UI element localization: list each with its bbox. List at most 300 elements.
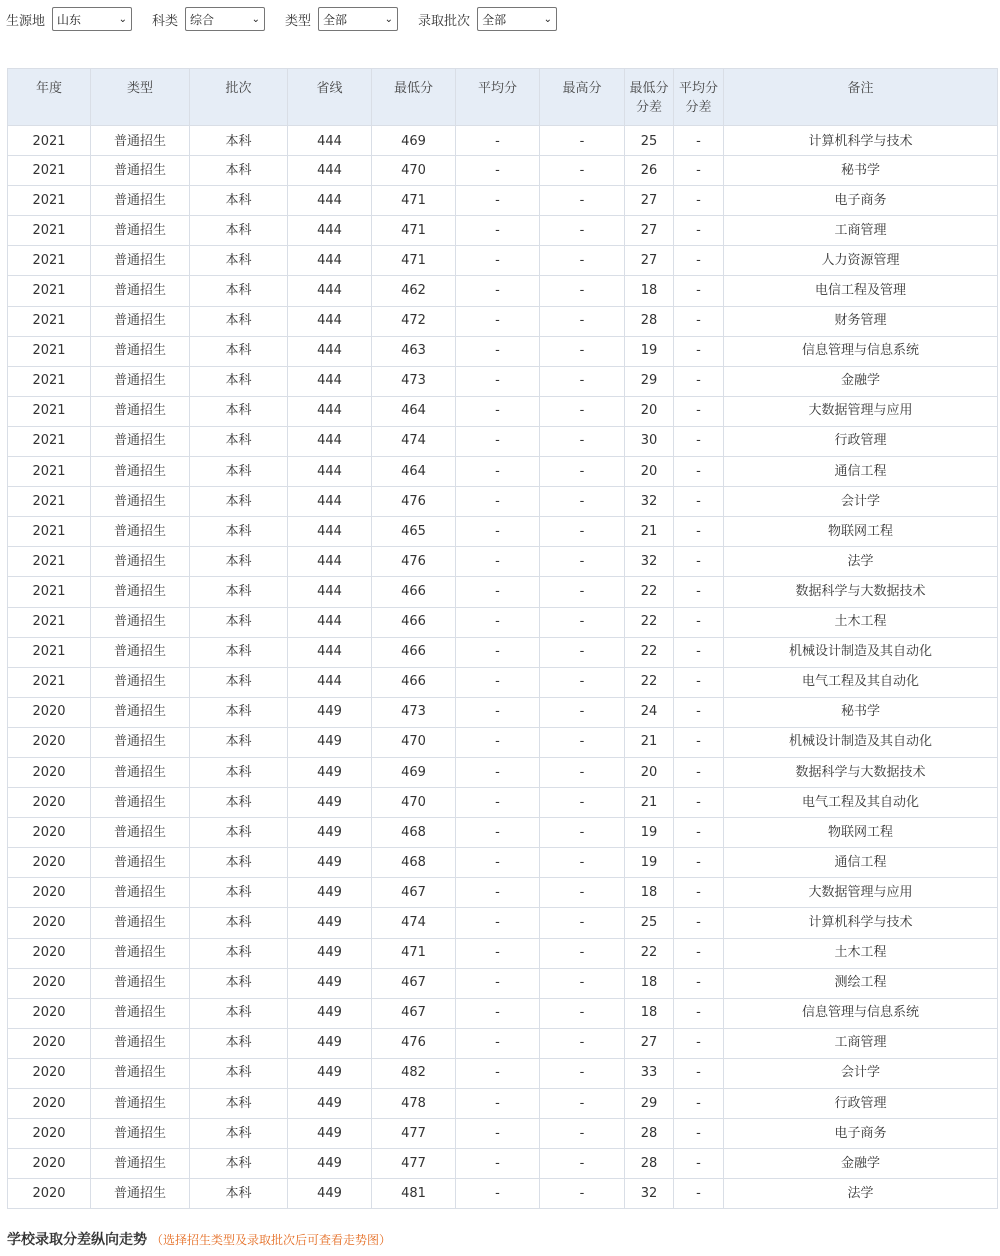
cell-batch: 本科: [190, 968, 288, 998]
cell-min-diff: 25: [625, 126, 674, 156]
cell-note: 信息管理与信息系统: [724, 336, 998, 366]
cell-max-score: -: [540, 818, 625, 848]
table-row: [8, 637, 998, 667]
cell-avg-diff: -: [674, 727, 724, 757]
cell-year: 2021: [8, 577, 91, 607]
cell-min-score: 467: [372, 968, 456, 998]
cell-batch: 本科: [190, 336, 288, 366]
cell-note: 测绘工程: [724, 968, 998, 998]
cell-note: 会计学: [724, 1058, 998, 1088]
cell-batch: 本科: [190, 156, 288, 186]
cell-provincial-line: 444: [288, 126, 372, 156]
cell-avg-diff: -: [674, 276, 724, 306]
table-row: [8, 186, 998, 216]
cell-min-diff: 28: [625, 1119, 674, 1149]
cell-note: 财务管理: [724, 306, 998, 336]
cell-note: 物联网工程: [724, 517, 998, 547]
header-avg-diff-line2: 分差: [685, 100, 712, 115]
cell-min-diff: 32: [625, 487, 674, 517]
cell-min-diff: 21: [625, 788, 674, 818]
table-row: [8, 607, 998, 637]
cell-min-score: 472: [372, 306, 456, 336]
cell-note: 电子商务: [724, 1119, 998, 1149]
cell-year: 2020: [8, 1089, 91, 1119]
cell-min-score: 470: [372, 727, 456, 757]
cell-avg-score: -: [456, 186, 540, 216]
cell-avg-diff: -: [674, 1149, 724, 1179]
cell-type: 普通招生: [91, 968, 190, 998]
cell-avg-score: -: [456, 938, 540, 968]
cell-min-diff: 28: [625, 306, 674, 336]
cell-min-diff: 28: [625, 1149, 674, 1179]
table-row: [8, 727, 998, 757]
cell-max-score: -: [540, 667, 625, 697]
cell-type: 普通招生: [91, 848, 190, 878]
cell-type: 普通招生: [91, 156, 190, 186]
cell-avg-diff: -: [674, 667, 724, 697]
cell-avg-diff: -: [674, 1058, 724, 1088]
table-header: [8, 69, 998, 126]
table-row: [8, 757, 998, 787]
cell-batch: 本科: [190, 727, 288, 757]
table-row: [8, 457, 998, 487]
cell-provincial-line: 444: [288, 396, 372, 426]
cell-avg-score: -: [456, 1149, 540, 1179]
cell-provincial-line: 449: [288, 938, 372, 968]
cell-min-score: 473: [372, 697, 456, 727]
cell-min-diff: 20: [625, 396, 674, 426]
cell-max-score: -: [540, 246, 625, 276]
cell-avg-diff: -: [674, 848, 724, 878]
cell-min-diff: 33: [625, 1058, 674, 1088]
cell-year: 2020: [8, 938, 91, 968]
cell-note: 工商管理: [724, 216, 998, 246]
cell-year: 2020: [8, 757, 91, 787]
cell-max-score: -: [540, 1028, 625, 1058]
cell-min-diff: 25: [625, 908, 674, 938]
cell-max-score: -: [540, 216, 625, 246]
cell-provincial-line: 449: [288, 757, 372, 787]
cell-min-diff: 22: [625, 637, 674, 667]
cell-avg-score: -: [456, 757, 540, 787]
cell-avg-score: -: [456, 216, 540, 246]
table-row: [8, 998, 998, 1028]
cell-note: 秘书学: [724, 697, 998, 727]
cell-avg-diff: -: [674, 457, 724, 487]
origin-select[interactable]: [52, 7, 132, 31]
cell-min-diff: 20: [625, 457, 674, 487]
cell-avg-diff: -: [674, 1119, 724, 1149]
cell-batch: 本科: [190, 818, 288, 848]
cell-batch: 本科: [190, 1089, 288, 1119]
header-type: 类型: [91, 69, 190, 126]
cell-avg-score: -: [456, 487, 540, 517]
cell-avg-score: -: [456, 126, 540, 156]
cell-avg-diff: -: [674, 1089, 724, 1119]
cell-min-score: 471: [372, 938, 456, 968]
cell-year: 2021: [8, 306, 91, 336]
cell-year: 2020: [8, 848, 91, 878]
cell-max-score: -: [540, 426, 625, 456]
cell-provincial-line: 449: [288, 727, 372, 757]
table-row: [8, 818, 998, 848]
cell-note: 法学: [724, 547, 998, 577]
chevron-down-icon: ⌄: [118, 13, 128, 25]
cell-min-score: 476: [372, 1028, 456, 1058]
cell-batch: 本科: [190, 788, 288, 818]
cell-min-score: 482: [372, 1058, 456, 1088]
cell-batch: 本科: [190, 246, 288, 276]
cell-batch: 本科: [190, 306, 288, 336]
table-row: [8, 246, 998, 276]
cell-max-score: -: [540, 156, 625, 186]
origin-value: 山东: [57, 12, 82, 27]
cell-year: 2021: [8, 487, 91, 517]
cell-min-diff: 27: [625, 1028, 674, 1058]
cell-note: 金融学: [724, 1149, 998, 1179]
cell-provincial-line: 444: [288, 246, 372, 276]
cell-provincial-line: 449: [288, 848, 372, 878]
cell-avg-score: -: [456, 577, 540, 607]
cell-avg-diff: -: [674, 938, 724, 968]
cell-max-score: -: [540, 126, 625, 156]
batch-select[interactable]: [477, 7, 557, 31]
cell-type: 普通招生: [91, 517, 190, 547]
cell-year: 2021: [8, 667, 91, 697]
table-row: [8, 1028, 998, 1058]
filter-batch: [418, 7, 557, 31]
cell-provincial-line: 444: [288, 547, 372, 577]
table-row: [8, 938, 998, 968]
subject-value: 综合: [190, 12, 215, 27]
cell-type: 普通招生: [91, 577, 190, 607]
cell-min-diff: 24: [625, 697, 674, 727]
cell-max-score: -: [540, 938, 625, 968]
cell-avg-diff: -: [674, 908, 724, 938]
cell-provincial-line: 449: [288, 788, 372, 818]
cell-avg-diff: -: [674, 998, 724, 1028]
table-row: [8, 908, 998, 938]
cell-provincial-line: 444: [288, 457, 372, 487]
cell-note: 通信工程: [724, 457, 998, 487]
cell-type: 普通招生: [91, 457, 190, 487]
cell-min-score: 469: [372, 126, 456, 156]
cell-avg-diff: -: [674, 366, 724, 396]
cell-min-score: 473: [372, 366, 456, 396]
cell-batch: 本科: [190, 607, 288, 637]
cell-avg-score: -: [456, 1089, 540, 1119]
cell-batch: 本科: [190, 487, 288, 517]
filter-bar: [6, 7, 577, 31]
cell-year: 2020: [8, 1028, 91, 1058]
cell-note: 金融学: [724, 366, 998, 396]
cell-batch: 本科: [190, 938, 288, 968]
table-row: [8, 577, 998, 607]
cell-year: 2020: [8, 727, 91, 757]
cell-max-score: -: [540, 757, 625, 787]
header-batch: 批次: [190, 69, 288, 126]
header-provincial-line: 省线: [288, 69, 372, 126]
cell-max-score: -: [540, 788, 625, 818]
cell-min-score: 467: [372, 878, 456, 908]
table-row: [8, 517, 998, 547]
cell-year: 2021: [8, 186, 91, 216]
table-row: [8, 426, 998, 456]
cell-type: 普通招生: [91, 1028, 190, 1058]
cell-max-score: -: [540, 968, 625, 998]
cell-batch: 本科: [190, 517, 288, 547]
table-row: [8, 697, 998, 727]
cell-min-diff: 18: [625, 998, 674, 1028]
cell-year: 2020: [8, 998, 91, 1028]
header-note: 备注: [724, 69, 998, 126]
cell-provincial-line: 449: [288, 968, 372, 998]
cell-provincial-line: 444: [288, 336, 372, 366]
cell-min-score: 470: [372, 788, 456, 818]
cell-min-score: 471: [372, 216, 456, 246]
table-row: [8, 276, 998, 306]
cell-year: 2021: [8, 336, 91, 366]
cell-max-score: -: [540, 547, 625, 577]
cell-avg-score: -: [456, 878, 540, 908]
cell-batch: 本科: [190, 547, 288, 577]
table-row: [8, 1058, 998, 1088]
cell-note: 法学: [724, 1179, 998, 1209]
cell-note: 人力资源管理: [724, 246, 998, 276]
cell-note: 信息管理与信息系统: [724, 998, 998, 1028]
header-avg-diff-line1: 平均分: [678, 81, 718, 96]
cell-provincial-line: 449: [288, 1149, 372, 1179]
type-select[interactable]: [318, 7, 398, 31]
cell-provincial-line: 444: [288, 216, 372, 246]
cell-avg-score: -: [456, 848, 540, 878]
cell-min-diff: 27: [625, 186, 674, 216]
cell-type: 普通招生: [91, 667, 190, 697]
cell-note: 工商管理: [724, 1028, 998, 1058]
batch-label: 录取批次: [418, 13, 471, 29]
cell-year: 2021: [8, 276, 91, 306]
cell-min-diff: 27: [625, 246, 674, 276]
filter-type: [285, 7, 398, 31]
cell-note: 计算机科学与技术: [724, 908, 998, 938]
cell-provincial-line: 449: [288, 697, 372, 727]
cell-avg-score: -: [456, 667, 540, 697]
table-row: [8, 306, 998, 336]
cell-avg-diff: -: [674, 788, 724, 818]
cell-avg-diff: -: [674, 426, 724, 456]
cell-provincial-line: 449: [288, 1119, 372, 1149]
cell-year: 2020: [8, 968, 91, 998]
cell-avg-diff: -: [674, 487, 724, 517]
cell-year: 2021: [8, 366, 91, 396]
cell-batch: 本科: [190, 126, 288, 156]
cell-avg-diff: -: [674, 246, 724, 276]
cell-avg-score: -: [456, 968, 540, 998]
cell-batch: 本科: [190, 1179, 288, 1209]
cell-avg-score: -: [456, 517, 540, 547]
cell-avg-diff: -: [674, 216, 724, 246]
cell-type: 普通招生: [91, 1179, 190, 1209]
cell-min-diff: 18: [625, 878, 674, 908]
cell-year: 2021: [8, 396, 91, 426]
chevron-down-icon: ⌄: [384, 13, 394, 25]
cell-batch: 本科: [190, 426, 288, 456]
cell-note: 机械设计制造及其自动化: [724, 637, 998, 667]
cell-type: 普通招生: [91, 818, 190, 848]
scores-table-container: [7, 68, 997, 1209]
cell-provincial-line: 449: [288, 878, 372, 908]
cell-year: 2021: [8, 246, 91, 276]
header-min-diff: [625, 69, 674, 126]
cell-min-diff: 32: [625, 1179, 674, 1209]
cell-min-diff: 21: [625, 727, 674, 757]
cell-type: 普通招生: [91, 1058, 190, 1088]
cell-avg-diff: -: [674, 577, 724, 607]
cell-note: 大数据管理与应用: [724, 396, 998, 426]
table-row: [8, 1179, 998, 1209]
cell-max-score: -: [540, 637, 625, 667]
cell-min-score: 469: [372, 757, 456, 787]
cell-min-diff: 22: [625, 577, 674, 607]
cell-batch: 本科: [190, 366, 288, 396]
cell-type: 普通招生: [91, 547, 190, 577]
cell-batch: 本科: [190, 276, 288, 306]
cell-avg-diff: -: [674, 396, 724, 426]
cell-provincial-line: 449: [288, 1089, 372, 1119]
table-row: [8, 1149, 998, 1179]
header-avg-score: 平均分: [456, 69, 540, 126]
header-max-score: 最高分: [540, 69, 625, 126]
cell-provincial-line: 444: [288, 276, 372, 306]
cell-type: 普通招生: [91, 336, 190, 366]
cell-min-score: 476: [372, 487, 456, 517]
cell-type: 普通招生: [91, 487, 190, 517]
cell-avg-diff: -: [674, 336, 724, 366]
cell-avg-diff: -: [674, 547, 724, 577]
cell-min-diff: 22: [625, 607, 674, 637]
cell-min-diff: 32: [625, 547, 674, 577]
cell-provincial-line: 449: [288, 1058, 372, 1088]
cell-batch: 本科: [190, 1028, 288, 1058]
cell-batch: 本科: [190, 1119, 288, 1149]
cell-provincial-line: 449: [288, 908, 372, 938]
cell-type: 普通招生: [91, 788, 190, 818]
cell-year: 2021: [8, 156, 91, 186]
cell-year: 2020: [8, 818, 91, 848]
cell-avg-score: -: [456, 246, 540, 276]
cell-batch: 本科: [190, 457, 288, 487]
cell-min-diff: 19: [625, 848, 674, 878]
table-row: [8, 336, 998, 366]
cell-note: 会计学: [724, 487, 998, 517]
cell-type: 普通招生: [91, 186, 190, 216]
cell-min-score: 468: [372, 848, 456, 878]
cell-note: 数据科学与大数据技术: [724, 757, 998, 787]
cell-min-score: 478: [372, 1089, 456, 1119]
cell-min-score: 477: [372, 1149, 456, 1179]
cell-year: 2020: [8, 1149, 91, 1179]
table-row: [8, 156, 998, 186]
cell-max-score: -: [540, 1119, 625, 1149]
cell-min-score: 474: [372, 908, 456, 938]
cell-year: 2021: [8, 216, 91, 246]
cell-type: 普通招生: [91, 1089, 190, 1119]
cell-min-score: 464: [372, 457, 456, 487]
cell-max-score: -: [540, 878, 625, 908]
cell-batch: 本科: [190, 1058, 288, 1088]
cell-year: 2020: [8, 1119, 91, 1149]
cell-avg-score: -: [456, 1179, 540, 1209]
cell-min-score: 466: [372, 637, 456, 667]
cell-avg-score: -: [456, 788, 540, 818]
cell-note: 行政管理: [724, 1089, 998, 1119]
table-row: [8, 396, 998, 426]
cell-year: 2020: [8, 1058, 91, 1088]
cell-type: 普通招生: [91, 938, 190, 968]
cell-year: 2020: [8, 697, 91, 727]
cell-max-score: -: [540, 1058, 625, 1088]
cell-avg-score: -: [456, 306, 540, 336]
cell-avg-score: -: [456, 457, 540, 487]
cell-max-score: -: [540, 1089, 625, 1119]
cell-max-score: -: [540, 998, 625, 1028]
cell-provincial-line: 444: [288, 156, 372, 186]
subject-select[interactable]: [185, 7, 265, 31]
cell-type: 普通招生: [91, 396, 190, 426]
table-row: [8, 1089, 998, 1119]
cell-note: 电气工程及其自动化: [724, 667, 998, 697]
cell-type: 普通招生: [91, 1119, 190, 1149]
cell-note: 数据科学与大数据技术: [724, 577, 998, 607]
cell-min-score: 481: [372, 1179, 456, 1209]
cell-batch: 本科: [190, 667, 288, 697]
cell-year: 2021: [8, 637, 91, 667]
cell-min-diff: 29: [625, 1089, 674, 1119]
cell-year: 2020: [8, 1179, 91, 1209]
cell-avg-score: -: [456, 1058, 540, 1088]
table-row: [8, 487, 998, 517]
cell-max-score: -: [540, 396, 625, 426]
cell-min-diff: 30: [625, 426, 674, 456]
cell-year: 2021: [8, 457, 91, 487]
cell-year: 2021: [8, 426, 91, 456]
cell-type: 普通招生: [91, 878, 190, 908]
cell-note: 电气工程及其自动化: [724, 788, 998, 818]
cell-avg-diff: -: [674, 818, 724, 848]
cell-batch: 本科: [190, 216, 288, 246]
cell-max-score: -: [540, 366, 625, 396]
cell-avg-score: -: [456, 366, 540, 396]
cell-max-score: -: [540, 1179, 625, 1209]
cell-min-score: 462: [372, 276, 456, 306]
cell-min-diff: 21: [625, 517, 674, 547]
cell-batch: 本科: [190, 186, 288, 216]
table-row: [8, 667, 998, 697]
cell-avg-score: -: [456, 426, 540, 456]
cell-year: 2020: [8, 788, 91, 818]
cell-type: 普通招生: [91, 366, 190, 396]
cell-type: 普通招生: [91, 727, 190, 757]
table-row: [8, 366, 998, 396]
cell-year: 2021: [8, 517, 91, 547]
cell-note: 秘书学: [724, 156, 998, 186]
cell-min-score: 466: [372, 607, 456, 637]
cell-max-score: -: [540, 697, 625, 727]
cell-batch: 本科: [190, 637, 288, 667]
cell-note: 土木工程: [724, 607, 998, 637]
cell-provincial-line: 444: [288, 607, 372, 637]
cell-min-diff: 18: [625, 968, 674, 998]
